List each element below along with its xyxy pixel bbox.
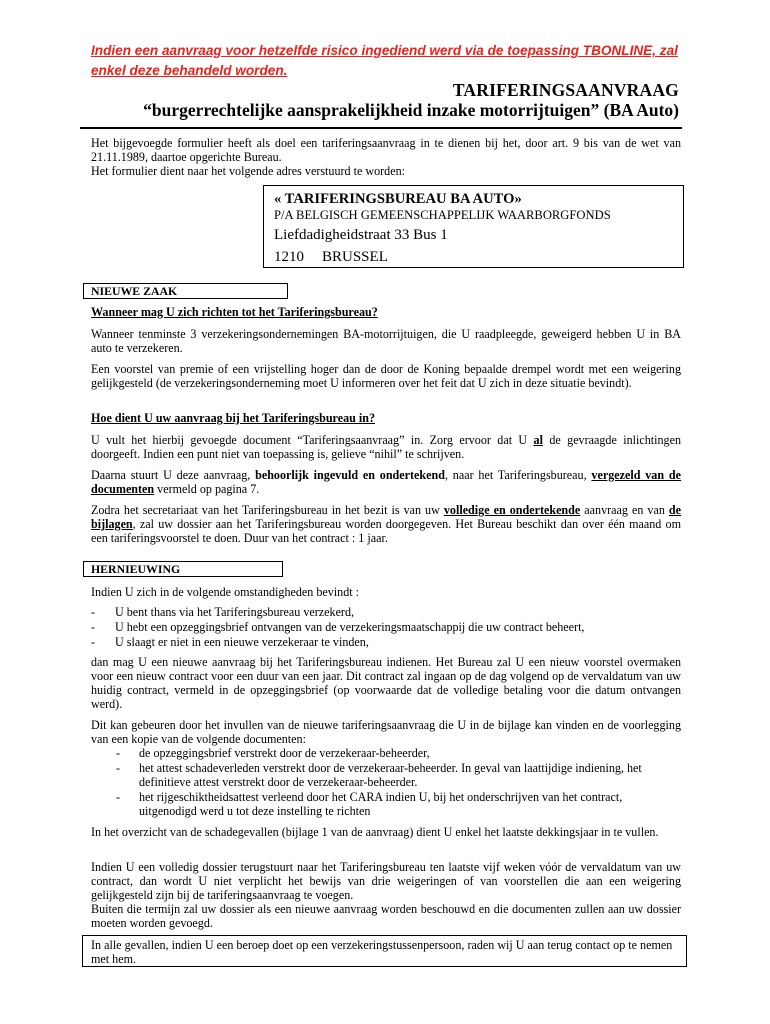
intro-address-lead: Het formulier dient naar het volgende adres verstuurd te worden: — [91, 164, 405, 178]
paragraph-documents: Dit kan gebeuren door het invullen van de nieuwe tariferingsaanvraag die U in de bijlage kan vinden en de voorlegging van een kopie van de volgende documenten: — [91, 718, 681, 746]
paragraph-claims-overview: In het overzicht van de schadegevallen (bijlage 1 van de aanvraag) dient U enkel het laatste dekkingsjaar in te vullen. — [91, 825, 659, 839]
paragraph-five-weeks: Indien U een volledig dossier terugstuurt naar het Tariferingsbureau ten laatste vijf weken vóór de vervaldatum van uw contract, dan wordt U niet verplicht het bewijs van drie weigeringen of van voorstellen die aan een weigering gelijkgesteld zijn bij de tariferingsaanvraag te voegen. — [91, 860, 681, 902]
paragraph-fill-in: U vult het hierbij gevoegde document “Tariferingsaanvraag” in. Zorg ervoor dat U al de gevraagde inlichtingen doorgeeft. Indien een punt niet van toepassing is, gelieve “nihil” te schrijven. — [91, 433, 681, 461]
renewal-lead: Indien U zich in de volgende omstandigheden bevindt : — [91, 585, 360, 599]
paragraph-secretariat: Zodra het secretariaat van het Tariferingsbureau in het bezit is van uw volledige en ondertekende aanvraag en van de bijlagen, zal uw dossier aan het Tariferingsbureau worden doorgegeven. Het Bureau beschikt dan over één maand om een tariferingsvoorstel te doen. Duur van het contract : 1 jaar. — [91, 503, 681, 545]
intro-paragraph: Het bijgevoegde formulier heeft als doel een tariferingsaanvraag in te dienen bij het, door art. 9 bis van de wet van 21.11.1989, daartoe opgerichte Bureau. — [91, 136, 681, 164]
tbonline-warning: Indien een aanvraag voor hetzelfde risico ingediend werd via de toepassing TBONLINE, zal enkel deze behandeld worden. — [91, 43, 678, 78]
document-title: TARIFERINGSAANVRAAG — [452, 80, 679, 100]
paragraph-new-proposal: dan mag U een nieuwe aanvraag bij het Tariferingsbureau indienen. Het Bureau zal U een nieuw voorstel overmaken voor een nieuw contract voor een duur van een jaar. Dit contract zal ingaan op de dag volgend op de vervaldatum van uw huidig contract, vermeld in de opzeggingsbrief (op voorwaarde dat de volledige betaling voor die datum ontvangen werd). — [91, 655, 681, 711]
title-rule — [80, 127, 682, 129]
paragraph-send: Daarna stuurt U deze aanvraag, behoorlijk ingevuld en ondertekend, naar het Tariferingsbureau, vergezeld van de documenten vermeld op pagina 7. — [91, 468, 681, 496]
document-page: Indien een aanvraag voor hetzelfde risico ingediend werd via de toepassing TBONLINE, zal enkel deze behandeld worden. TARIFERINGSAANVRAAG “burgerrechtelijke aansprakelijkheid inzake motorrijtuigen” (BA Auto) Het bijgevoegde formulier heeft als doel een tariferingsaanvraag in te dienen bij het, door art. 9 bis van de wet van 21.11.1989, daartoe opgerichte Bureau. Het formulier dient naar het volgende adres verstuurd te worden: « TARIFERINGSBUREAU BA AUTO» P/A BELGISCH GEMEENSCHAPPELIJK WAARBORGFONDS Liefdadigheidstraat 33 Bus 1 1210 BRUSSEL NIEUWE ZAAK Wanneer mag U zich richten tot het Tariferingsbureau? Wanneer tenminste 3 verzekeringsondernemingen BA-motorrijtuigen, die U raadpleegde, geweigerd hebben U in BA auto te verzekeren. Een voorstel van premie of een vrijstelling hoger dan de door de Koning bepaalde drempel wordt met een weigering gelijkgesteld (de verzekeringsonderneming moet U informeren over het feit dat U zich in deze situatie bevindt). Hoe dient U uw aanvraag bij het Tariferingsbureau in? U vult het hierbij gevoegde document “Tariferingsaanvraag” in. Zorg ervoor dat U al de gevraagde inlichtingen doorgeeft. Indien een punt niet van toepassing is, gelieve “nihil” te schrijven. Daarna stuurt U deze aanvraag, behoorlijk ingevuld en ondertekend, naar het Tariferingsbureau, vergezeld van de documenten vermeld op pagina 7. Zodra het secretariaat van het Tariferingsbureau in het bezit is van uw volledige en ondertekende aanvraag en van de bijlagen, zal uw dossier aan het Tariferingsbureau worden doorgegeven. Het Bureau beschikt dan over één maand om een tariferingsvoorstel te doen. Duur van het contract : 1 jaar. HERNIEUWING Indien U zich in de volgende omstandigheden bevindt : - U bent thans via het Tariferingsbureau verzekerd, - U hebt een opzeggingsbrief ontvangen van de verzekeringsmaatschappij die uw contract beheert, - U slaagt er niet in een nieuwe verzekeraar te vinden, dan mag U een nieuwe aanvraag bij het Tariferingsbureau indienen. Het Bureau zal U een nieuw voorstel overmaken voor een nieuw contract voor een duur van een jaar. Dit contract zal ingaan op de dag volgend op de vervaldatum van uw huidig contract, vermeld in de opzeggingsbrief (op voorwaarde dat de volledige betaling voor die datum ontvangen werd). Dit kan gebeuren door het invullen van de nieuwe tariferingsaanvraag die U in de bijlage kan vinden en de voorlegging van een kopie van de volgende documenten: - de opzeggingsbrief verstrekt door de verzekeraar-beheerder, - het attest schadeverleden verstrekt door de verzekeraar-beheerder. In geval van laattijdige indiening, het definitieve attest verstrekt door de verzekeraar-beheerder. - het rijgeschiktheidsattest verleend door het CARA indien U, bij het onderschrijven van het contract, uitgenodigd werd u tot deze instelling te richten In het overzicht van de schadegevallen (bijlage 1 van de aanvraag) dient U enkel het laatste dekkingsjaar in te vullen. Indien U een volledig dossier terugstuurt naar het Tariferingsbureau ten laatste vijf weken vóór de vervaldatum van uw contract, dan wordt U niet verplicht het bewijs van drie weigeringen of van voorstellen die aan een weigering gelijkgesteld zijn bij de tariferingsaanvraag te voegen. Buiten die termijn zal uw dossier als een nieuwe aanvraag worden beschouwd en die documenten zullen aan uw dossier moeten worden gevoegd. In alle gevallen, indien U een beroep doet op een verzekeringstussenpersoon, raden wij U aan terug contact op te nemen met hem. — [0, 0, 770, 1024]
document-subtitle: “burgerrechtelijke aansprakelijkheid inzake motorrijtuigen” (BA Auto) — [143, 100, 679, 120]
list-item: U slaagt er niet in een nieuwe verzekeraar te vinden, — [115, 635, 369, 649]
section-heading-new-case: NIEUWE ZAAK — [83, 283, 288, 299]
address-street: Liefdadigheidstraat 33 Bus 1 — [274, 227, 448, 243]
question-when: Wanneer mag U zich richten tot het Tariferingsbureau? — [91, 305, 378, 319]
question-how: Hoe dient U uw aanvraag bij het Tariferingsbureau in? — [91, 411, 376, 425]
address-city-line — [274, 246, 683, 268]
list-item: U bent thans via het Tariferingsbureau verzekerd, — [115, 605, 355, 619]
list-item: het rijgeschiktheidsattest verleend door het CARA indien U, bij het onderschrijven van het contract, uitgenodigd werd u tot deze instelling te richten — [139, 790, 623, 818]
address-city: BRUSSEL — [322, 249, 388, 265]
section-heading-renewal: HERNIEUWING — [83, 561, 283, 577]
list-item: U hebt een opzeggingsbrief ontvangen van de verzekeringsmaatschappij die uw contract beheert, — [115, 620, 585, 634]
paragraph-threshold: Een voorstel van premie of een vrijstelling hoger dan de door de Koning bepaalde drempel wordt met een weigering gelijkgesteld (de verzekeringsonderneming moet U informeren over het feit dat U zich in deze situatie bevindt). — [91, 362, 681, 390]
final-note-box — [82, 935, 687, 967]
paragraph-outside-term: Buiten die termijn zal uw dossier als een nieuwe aanvraag worden beschouwd en die documenten zullen aan uw dossier moeten worden gevoegd. — [91, 902, 681, 930]
paragraph-when: Wanneer tenminste 3 verzekeringsondernemingen BA-motorrijtuigen, die U raadpleegde, geweigerd hebben U in BA auto te verzekeren. — [91, 327, 681, 355]
address-box — [263, 185, 684, 268]
address-name: « TARIFERINGSBUREAU BA AUTO» — [274, 191, 522, 207]
final-note: In alle gevallen, indien U een beroep doet op een verzekeringstussenpersoon, raden wij U aan terug contact op te nemen met hem. — [91, 938, 673, 966]
list-item: het attest schadeverleden verstrekt door de verzekeraar-beheerder. In geval van laattijdige indiening, het definitieve attest verstrekt door de verzekeraar-beheerder. — [139, 761, 642, 789]
list-item: de opzeggingsbrief verstrekt door de verzekeraar-beheerder, — [139, 746, 430, 760]
address-postcode: 1210 — [274, 249, 304, 265]
address-care-of: P/A BELGISCH GEMEENSCHAPPELIJK WAARBORGFONDS — [274, 208, 611, 222]
